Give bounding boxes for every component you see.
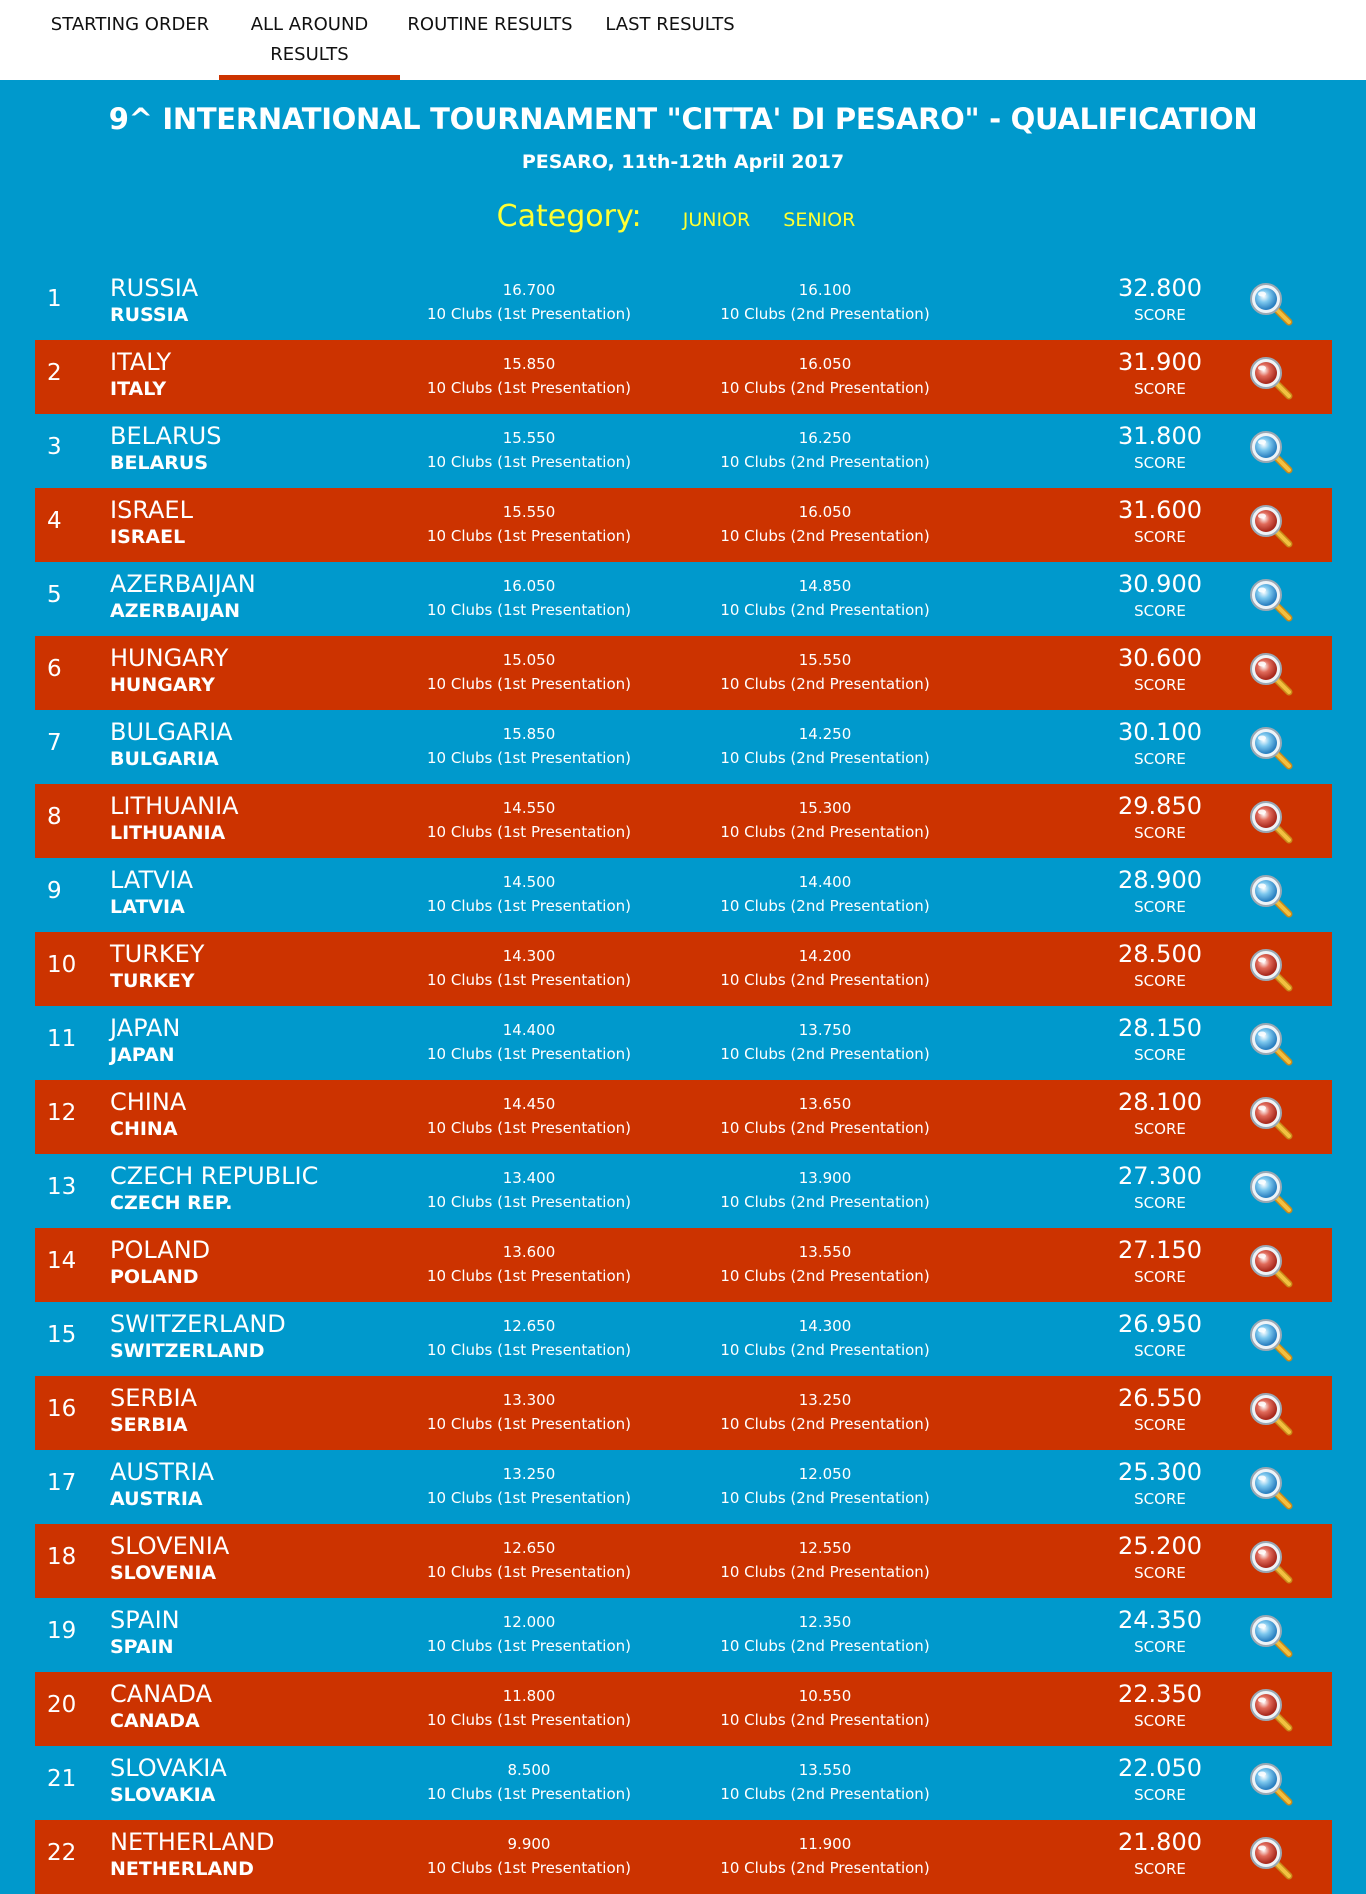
table-row bbox=[35, 266, 1332, 340]
score-label: SCORE bbox=[1134, 1860, 1186, 1878]
nation-name: SLOVENIA bbox=[110, 1532, 230, 1560]
apparatus-2-score: 15.300 bbox=[798, 799, 852, 817]
rank: 2 bbox=[47, 360, 62, 386]
rank: 16 bbox=[47, 1396, 77, 1422]
table-row bbox=[35, 636, 1332, 710]
apparatus-1-cell bbox=[389, 1166, 669, 1214]
page-title: 9^ INTERNATIONAL TOURNAMENT "CITTA' DI PESARO" - QUALIFICATION bbox=[108, 102, 1258, 136]
category-junior-link[interactable]: JUNIOR bbox=[682, 209, 751, 231]
category-label: Category: bbox=[496, 199, 642, 234]
results-table bbox=[35, 266, 1332, 1894]
apparatus-1-cell bbox=[389, 1018, 669, 1066]
magnifier-icon[interactable] bbox=[1247, 1242, 1295, 1290]
rank: 8 bbox=[47, 804, 62, 830]
nation-name: POLAND bbox=[110, 1236, 211, 1264]
nation-abbr: TURKEY bbox=[110, 970, 195, 992]
apparatus-1-label: 10 Clubs (1st Presentation) bbox=[426, 305, 632, 323]
score-label: SCORE bbox=[1134, 824, 1186, 842]
apparatus-2-score: 13.550 bbox=[798, 1761, 852, 1779]
apparatus-2-score: 10.550 bbox=[798, 1687, 852, 1705]
table-row bbox=[35, 1672, 1332, 1746]
apparatus-1-cell bbox=[389, 278, 669, 326]
table-row bbox=[35, 1820, 1332, 1894]
apparatus-1-label: 10 Clubs (1st Presentation) bbox=[426, 1415, 632, 1433]
apparatus-2-label: 10 Clubs (2nd Presentation) bbox=[720, 971, 930, 989]
nation-name: BELARUS bbox=[110, 422, 222, 450]
table-row bbox=[35, 1450, 1332, 1524]
table-row bbox=[35, 414, 1332, 488]
total-score: 29.850 bbox=[1118, 792, 1202, 820]
nation-abbr: CANADA bbox=[110, 1710, 200, 1732]
apparatus-1-score: 15.850 bbox=[502, 725, 556, 743]
score-label: SCORE bbox=[1134, 1046, 1186, 1064]
apparatus-1-cell bbox=[389, 1536, 669, 1584]
apparatus-1-label: 10 Clubs (1st Presentation) bbox=[426, 1785, 632, 1803]
apparatus-2-score: 14.850 bbox=[798, 577, 852, 595]
apparatus-2-label: 10 Clubs (2nd Presentation) bbox=[720, 1637, 930, 1655]
apparatus-1-label: 10 Clubs (1st Presentation) bbox=[426, 1193, 632, 1211]
rank: 14 bbox=[47, 1248, 77, 1274]
rank: 17 bbox=[47, 1470, 77, 1496]
total-score: 30.600 bbox=[1118, 644, 1202, 672]
apparatus-1-cell bbox=[389, 1388, 669, 1436]
total-score: 21.800 bbox=[1118, 1828, 1202, 1856]
apparatus-2-label: 10 Clubs (2nd Presentation) bbox=[720, 601, 930, 619]
apparatus-1-score: 13.250 bbox=[502, 1465, 556, 1483]
apparatus-1-score: 12.650 bbox=[502, 1317, 556, 1335]
apparatus-2-score: 13.900 bbox=[798, 1169, 852, 1187]
apparatus-1-label: 10 Clubs (1st Presentation) bbox=[426, 897, 632, 915]
rank: 4 bbox=[47, 508, 62, 534]
apparatus-2-label: 10 Clubs (2nd Presentation) bbox=[720, 527, 930, 545]
apparatus-1-cell bbox=[389, 1240, 669, 1288]
table-row bbox=[35, 1302, 1332, 1376]
apparatus-2-score: 14.200 bbox=[798, 947, 852, 965]
nation-abbr: POLAND bbox=[110, 1266, 199, 1288]
score-label: SCORE bbox=[1134, 1416, 1186, 1434]
table-row bbox=[35, 932, 1332, 1006]
table-row bbox=[35, 1746, 1332, 1820]
table-row bbox=[35, 710, 1332, 784]
apparatus-1-score: 14.500 bbox=[502, 873, 556, 891]
magnifier-icon[interactable] bbox=[1247, 872, 1295, 920]
apparatus-1-cell bbox=[389, 426, 669, 474]
total-score: 28.500 bbox=[1118, 940, 1202, 968]
apparatus-1-label: 10 Clubs (1st Presentation) bbox=[426, 1489, 632, 1507]
table-row bbox=[35, 1598, 1332, 1672]
apparatus-1-score: 14.450 bbox=[502, 1095, 556, 1113]
score-label: SCORE bbox=[1134, 1638, 1186, 1656]
apparatus-1-score: 11.800 bbox=[502, 1687, 556, 1705]
apparatus-2-score: 14.400 bbox=[798, 873, 852, 891]
magnifier-icon[interactable] bbox=[1247, 1316, 1295, 1364]
tab-all-around-results[interactable]: ALL AROUND RESULTS bbox=[219, 0, 400, 80]
score-label: SCORE bbox=[1134, 1268, 1186, 1286]
apparatus-2-score: 11.900 bbox=[798, 1835, 852, 1853]
apparatus-1-cell bbox=[389, 1462, 669, 1510]
nation-abbr: SWITZERLAND bbox=[110, 1340, 265, 1362]
apparatus-1-score: 12.650 bbox=[502, 1539, 556, 1557]
nation-abbr: SLOVAKIA bbox=[110, 1784, 216, 1806]
magnifier-icon[interactable] bbox=[1247, 1538, 1295, 1586]
total-score: 30.900 bbox=[1118, 570, 1202, 598]
apparatus-1-score: 15.550 bbox=[502, 429, 556, 447]
apparatus-1-cell bbox=[389, 648, 669, 696]
magnifier-icon[interactable] bbox=[1247, 946, 1295, 994]
magnifier-icon[interactable] bbox=[1247, 502, 1295, 550]
rank: 21 bbox=[47, 1766, 77, 1792]
apparatus-1-cell bbox=[389, 722, 669, 770]
score-label: SCORE bbox=[1134, 676, 1186, 694]
apparatus-2-score: 13.650 bbox=[798, 1095, 852, 1113]
apparatus-1-label: 10 Clubs (1st Presentation) bbox=[426, 971, 632, 989]
apparatus-1-score: 15.550 bbox=[502, 503, 556, 521]
rank: 15 bbox=[47, 1322, 77, 1348]
nation-abbr: SPAIN bbox=[110, 1636, 174, 1658]
rank: 12 bbox=[47, 1100, 77, 1126]
nation-name: HUNGARY bbox=[110, 644, 229, 672]
apparatus-1-cell bbox=[389, 870, 669, 918]
magnifier-icon[interactable] bbox=[1247, 1390, 1295, 1438]
apparatus-2-score: 16.100 bbox=[798, 281, 852, 299]
apparatus-2-cell bbox=[685, 648, 965, 696]
apparatus-2-label: 10 Clubs (2nd Presentation) bbox=[720, 1711, 930, 1729]
apparatus-2-score: 12.050 bbox=[798, 1465, 852, 1483]
nation-abbr: SLOVENIA bbox=[110, 1562, 217, 1584]
nation-abbr: ITALY bbox=[110, 378, 167, 400]
apparatus-1-cell bbox=[389, 500, 669, 548]
apparatus-1-cell bbox=[389, 944, 669, 992]
score-label: SCORE bbox=[1134, 380, 1186, 398]
total-score: 22.050 bbox=[1118, 1754, 1202, 1782]
magnifier-icon[interactable] bbox=[1247, 1464, 1295, 1512]
total-score: 31.900 bbox=[1118, 348, 1202, 376]
apparatus-1-score: 13.300 bbox=[502, 1391, 556, 1409]
total-score: 30.100 bbox=[1118, 718, 1202, 746]
nation-name: CZECH REPUBLIC bbox=[110, 1162, 319, 1190]
apparatus-2-cell bbox=[685, 870, 965, 918]
apparatus-1-label: 10 Clubs (1st Presentation) bbox=[426, 601, 632, 619]
nation-abbr: AUSTRIA bbox=[110, 1488, 203, 1510]
table-row bbox=[35, 562, 1332, 636]
apparatus-1-label: 10 Clubs (1st Presentation) bbox=[426, 1267, 632, 1285]
apparatus-2-cell bbox=[685, 1462, 965, 1510]
magnifier-icon[interactable] bbox=[1247, 1760, 1295, 1808]
apparatus-2-label: 10 Clubs (2nd Presentation) bbox=[720, 1489, 930, 1507]
apparatus-2-label: 10 Clubs (2nd Presentation) bbox=[720, 1119, 930, 1137]
apparatus-2-label: 10 Clubs (2nd Presentation) bbox=[720, 305, 930, 323]
apparatus-1-score: 13.600 bbox=[502, 1243, 556, 1261]
apparatus-1-score: 8.500 bbox=[507, 1761, 551, 1779]
rank: 10 bbox=[47, 952, 77, 978]
apparatus-2-cell bbox=[685, 1388, 965, 1436]
magnifier-icon[interactable] bbox=[1247, 724, 1295, 772]
magnifier-icon[interactable] bbox=[1247, 428, 1295, 476]
apparatus-2-label: 10 Clubs (2nd Presentation) bbox=[720, 823, 930, 841]
apparatus-2-score: 16.050 bbox=[798, 503, 852, 521]
nation-abbr: ISRAEL bbox=[110, 526, 186, 548]
magnifier-icon[interactable] bbox=[1247, 650, 1295, 698]
nation-name: JAPAN bbox=[110, 1014, 181, 1042]
apparatus-2-cell bbox=[685, 1166, 965, 1214]
nation-name: AUSTRIA bbox=[110, 1458, 215, 1486]
rank: 22 bbox=[47, 1840, 77, 1866]
score-label: SCORE bbox=[1134, 306, 1186, 324]
magnifier-icon[interactable] bbox=[1247, 1094, 1295, 1142]
magnifier-icon[interactable] bbox=[1247, 1020, 1295, 1068]
score-label: SCORE bbox=[1134, 1786, 1186, 1804]
apparatus-2-cell bbox=[685, 1018, 965, 1066]
apparatus-2-label: 10 Clubs (2nd Presentation) bbox=[720, 379, 930, 397]
nation-abbr: HUNGARY bbox=[110, 674, 215, 696]
tab-last-results[interactable]: LAST RESULTS bbox=[605, 14, 735, 35]
nation-abbr: LITHUANIA bbox=[110, 822, 226, 844]
nation-name: CHINA bbox=[110, 1088, 187, 1116]
apparatus-2-cell bbox=[685, 574, 965, 622]
apparatus-2-cell bbox=[685, 1832, 965, 1880]
table-row bbox=[35, 1376, 1332, 1450]
nation-abbr: BULGARIA bbox=[110, 748, 219, 770]
rank: 7 bbox=[47, 730, 62, 756]
magnifier-icon[interactable] bbox=[1247, 1612, 1295, 1660]
apparatus-1-label: 10 Clubs (1st Presentation) bbox=[426, 379, 632, 397]
apparatus-2-label: 10 Clubs (2nd Presentation) bbox=[720, 1267, 930, 1285]
nation-name: LITHUANIA bbox=[110, 792, 239, 820]
apparatus-2-label: 10 Clubs (2nd Presentation) bbox=[720, 1785, 930, 1803]
rank: 1 bbox=[47, 286, 62, 312]
total-score: 31.600 bbox=[1118, 496, 1202, 524]
apparatus-2-cell bbox=[685, 1536, 965, 1584]
score-label: SCORE bbox=[1134, 1564, 1186, 1582]
apparatus-1-cell bbox=[389, 1092, 669, 1140]
apparatus-1-score: 14.300 bbox=[502, 947, 556, 965]
nation-name: SPAIN bbox=[110, 1606, 180, 1634]
rank: 9 bbox=[47, 878, 62, 904]
nation-abbr: CHINA bbox=[110, 1118, 178, 1140]
apparatus-1-label: 10 Clubs (1st Presentation) bbox=[426, 1563, 632, 1581]
apparatus-1-label: 10 Clubs (1st Presentation) bbox=[426, 1045, 632, 1063]
magnifier-icon[interactable] bbox=[1247, 798, 1295, 846]
table-row bbox=[35, 784, 1332, 858]
apparatus-2-score: 16.250 bbox=[798, 429, 852, 447]
total-score: 27.150 bbox=[1118, 1236, 1202, 1264]
apparatus-1-score: 9.900 bbox=[507, 1835, 551, 1853]
total-score: 22.350 bbox=[1118, 1680, 1202, 1708]
apparatus-1-cell bbox=[389, 352, 669, 400]
nation-name: SERBIA bbox=[110, 1384, 198, 1412]
score-label: SCORE bbox=[1134, 1120, 1186, 1138]
total-score: 26.550 bbox=[1118, 1384, 1202, 1412]
table-row bbox=[35, 340, 1332, 414]
nation-abbr: AZERBAIJAN bbox=[110, 600, 241, 622]
apparatus-2-score: 14.300 bbox=[798, 1317, 852, 1335]
score-label: SCORE bbox=[1134, 1490, 1186, 1508]
apparatus-2-cell bbox=[685, 1092, 965, 1140]
apparatus-2-score: 14.250 bbox=[798, 725, 852, 743]
total-score: 27.300 bbox=[1118, 1162, 1202, 1190]
apparatus-2-cell bbox=[685, 278, 965, 326]
magnifier-icon[interactable] bbox=[1247, 354, 1295, 402]
apparatus-2-label: 10 Clubs (2nd Presentation) bbox=[720, 749, 930, 767]
table-row bbox=[35, 488, 1332, 562]
apparatus-2-label: 10 Clubs (2nd Presentation) bbox=[720, 1045, 930, 1063]
apparatus-2-score: 13.550 bbox=[798, 1243, 852, 1261]
apparatus-2-label: 10 Clubs (2nd Presentation) bbox=[720, 1415, 930, 1433]
apparatus-2-cell bbox=[685, 426, 965, 474]
apparatus-1-cell bbox=[389, 1758, 669, 1806]
score-label: SCORE bbox=[1134, 602, 1186, 620]
apparatus-1-label: 10 Clubs (1st Presentation) bbox=[426, 527, 632, 545]
apparatus-2-cell bbox=[685, 722, 965, 770]
rank: 6 bbox=[47, 656, 62, 682]
apparatus-1-cell bbox=[389, 1314, 669, 1362]
apparatus-1-cell bbox=[389, 1832, 669, 1880]
magnifier-icon[interactable] bbox=[1247, 1834, 1295, 1882]
apparatus-2-score: 13.250 bbox=[798, 1391, 852, 1409]
apparatus-1-cell bbox=[389, 574, 669, 622]
nation-abbr: SERBIA bbox=[110, 1414, 188, 1436]
nation-name: SLOVAKIA bbox=[110, 1754, 227, 1782]
total-score: 28.100 bbox=[1118, 1088, 1202, 1116]
tab-routine-results[interactable]: ROUTINE RESULTS bbox=[407, 14, 573, 35]
apparatus-1-score: 14.400 bbox=[502, 1021, 556, 1039]
magnifier-icon[interactable] bbox=[1247, 1686, 1295, 1734]
apparatus-2-score: 15.550 bbox=[798, 651, 852, 669]
total-score: 32.800 bbox=[1118, 274, 1202, 302]
nation-name: CANADA bbox=[110, 1680, 213, 1708]
rank: 20 bbox=[47, 1692, 77, 1718]
nation-abbr: CZECH REP. bbox=[110, 1192, 233, 1214]
apparatus-2-cell bbox=[685, 1240, 965, 1288]
score-label: SCORE bbox=[1134, 750, 1186, 768]
nation-abbr: JAPAN bbox=[110, 1044, 175, 1066]
score-label: SCORE bbox=[1134, 898, 1186, 916]
apparatus-1-label: 10 Clubs (1st Presentation) bbox=[426, 453, 632, 471]
apparatus-1-label: 10 Clubs (1st Presentation) bbox=[426, 1119, 632, 1137]
apparatus-2-cell bbox=[685, 796, 965, 844]
total-score: 24.350 bbox=[1118, 1606, 1202, 1634]
apparatus-1-score: 14.550 bbox=[502, 799, 556, 817]
nation-abbr: LATVIA bbox=[110, 896, 185, 918]
apparatus-1-score: 15.850 bbox=[502, 355, 556, 373]
apparatus-1-label: 10 Clubs (1st Presentation) bbox=[426, 1341, 632, 1359]
apparatus-2-label: 10 Clubs (2nd Presentation) bbox=[720, 1859, 930, 1877]
rank: 13 bbox=[47, 1174, 77, 1200]
rank: 19 bbox=[47, 1618, 77, 1644]
apparatus-1-label: 10 Clubs (1st Presentation) bbox=[426, 749, 632, 767]
apparatus-2-score: 16.050 bbox=[798, 355, 852, 373]
table-row bbox=[35, 1154, 1332, 1228]
magnifier-icon[interactable] bbox=[1247, 280, 1295, 328]
nation-name: RUSSIA bbox=[110, 274, 199, 302]
top-nav bbox=[0, 0, 1366, 80]
apparatus-2-cell bbox=[685, 500, 965, 548]
score-label: SCORE bbox=[1134, 1194, 1186, 1212]
apparatus-2-cell bbox=[685, 1610, 965, 1658]
nation-name: BULGARIA bbox=[110, 718, 233, 746]
rank: 11 bbox=[47, 1026, 77, 1052]
nation-name: TURKEY bbox=[110, 940, 205, 968]
nation-name: ISRAEL bbox=[110, 496, 193, 524]
rank: 5 bbox=[47, 582, 62, 608]
score-label: SCORE bbox=[1134, 528, 1186, 546]
table-row bbox=[35, 1080, 1332, 1154]
rank: 18 bbox=[47, 1544, 77, 1570]
apparatus-2-cell bbox=[685, 944, 965, 992]
apparatus-2-cell bbox=[685, 1758, 965, 1806]
apparatus-2-score: 12.350 bbox=[798, 1613, 852, 1631]
total-score: 28.900 bbox=[1118, 866, 1202, 894]
category-selector bbox=[0, 197, 1366, 237]
apparatus-1-score: 12.000 bbox=[502, 1613, 556, 1631]
apparatus-1-cell bbox=[389, 1610, 669, 1658]
nation-name: ITALY bbox=[110, 348, 172, 376]
apparatus-2-label: 10 Clubs (2nd Presentation) bbox=[720, 453, 930, 471]
total-score: 28.150 bbox=[1118, 1014, 1202, 1042]
apparatus-2-label: 10 Clubs (2nd Presentation) bbox=[720, 897, 930, 915]
apparatus-2-cell bbox=[685, 352, 965, 400]
apparatus-2-cell bbox=[685, 1314, 965, 1362]
score-label: SCORE bbox=[1134, 1712, 1186, 1730]
tab-starting-order[interactable]: STARTING ORDER bbox=[50, 14, 210, 35]
apparatus-1-label: 10 Clubs (1st Presentation) bbox=[426, 1859, 632, 1877]
nation-name: NETHERLAND bbox=[110, 1828, 275, 1856]
apparatus-2-label: 10 Clubs (2nd Presentation) bbox=[720, 1193, 930, 1211]
total-score: 31.800 bbox=[1118, 422, 1202, 450]
apparatus-2-score: 13.750 bbox=[798, 1021, 852, 1039]
magnifier-icon[interactable] bbox=[1247, 1168, 1295, 1216]
apparatus-1-score: 13.400 bbox=[502, 1169, 556, 1187]
apparatus-1-cell bbox=[389, 796, 669, 844]
apparatus-1-score: 15.050 bbox=[502, 651, 556, 669]
category-senior-link[interactable]: SENIOR bbox=[783, 209, 856, 231]
apparatus-1-score: 16.050 bbox=[502, 577, 556, 595]
score-label: SCORE bbox=[1134, 454, 1186, 472]
score-label: SCORE bbox=[1134, 972, 1186, 990]
apparatus-2-score: 12.550 bbox=[798, 1539, 852, 1557]
magnifier-icon[interactable] bbox=[1247, 576, 1295, 624]
table-row bbox=[35, 1228, 1332, 1302]
apparatus-1-label: 10 Clubs (1st Presentation) bbox=[426, 675, 632, 693]
nation-abbr: BELARUS bbox=[110, 452, 209, 474]
apparatus-1-score: 16.700 bbox=[502, 281, 556, 299]
nation-name: LATVIA bbox=[110, 866, 194, 894]
apparatus-2-label: 10 Clubs (2nd Presentation) bbox=[720, 675, 930, 693]
rank: 3 bbox=[47, 434, 62, 460]
apparatus-1-cell bbox=[389, 1684, 669, 1732]
nation-name: AZERBAIJAN bbox=[110, 570, 256, 598]
nation-abbr: RUSSIA bbox=[110, 304, 189, 326]
apparatus-2-label: 10 Clubs (2nd Presentation) bbox=[720, 1563, 930, 1581]
apparatus-2-cell bbox=[685, 1684, 965, 1732]
apparatus-1-label: 10 Clubs (1st Presentation) bbox=[426, 1637, 632, 1655]
apparatus-2-label: 10 Clubs (2nd Presentation) bbox=[720, 1341, 930, 1359]
nation-abbr: NETHERLAND bbox=[110, 1858, 254, 1880]
table-row bbox=[35, 1006, 1332, 1080]
total-score: 25.300 bbox=[1118, 1458, 1202, 1486]
total-score: 25.200 bbox=[1118, 1532, 1202, 1560]
page-subtitle: PESARO, 11th-12th April 2017 bbox=[521, 151, 845, 173]
score-label: SCORE bbox=[1134, 1342, 1186, 1360]
table-row bbox=[35, 858, 1332, 932]
table-row bbox=[35, 1524, 1332, 1598]
total-score: 26.950 bbox=[1118, 1310, 1202, 1338]
apparatus-1-label: 10 Clubs (1st Presentation) bbox=[426, 823, 632, 841]
apparatus-1-label: 10 Clubs (1st Presentation) bbox=[426, 1711, 632, 1729]
nation-name: SWITZERLAND bbox=[110, 1310, 286, 1338]
